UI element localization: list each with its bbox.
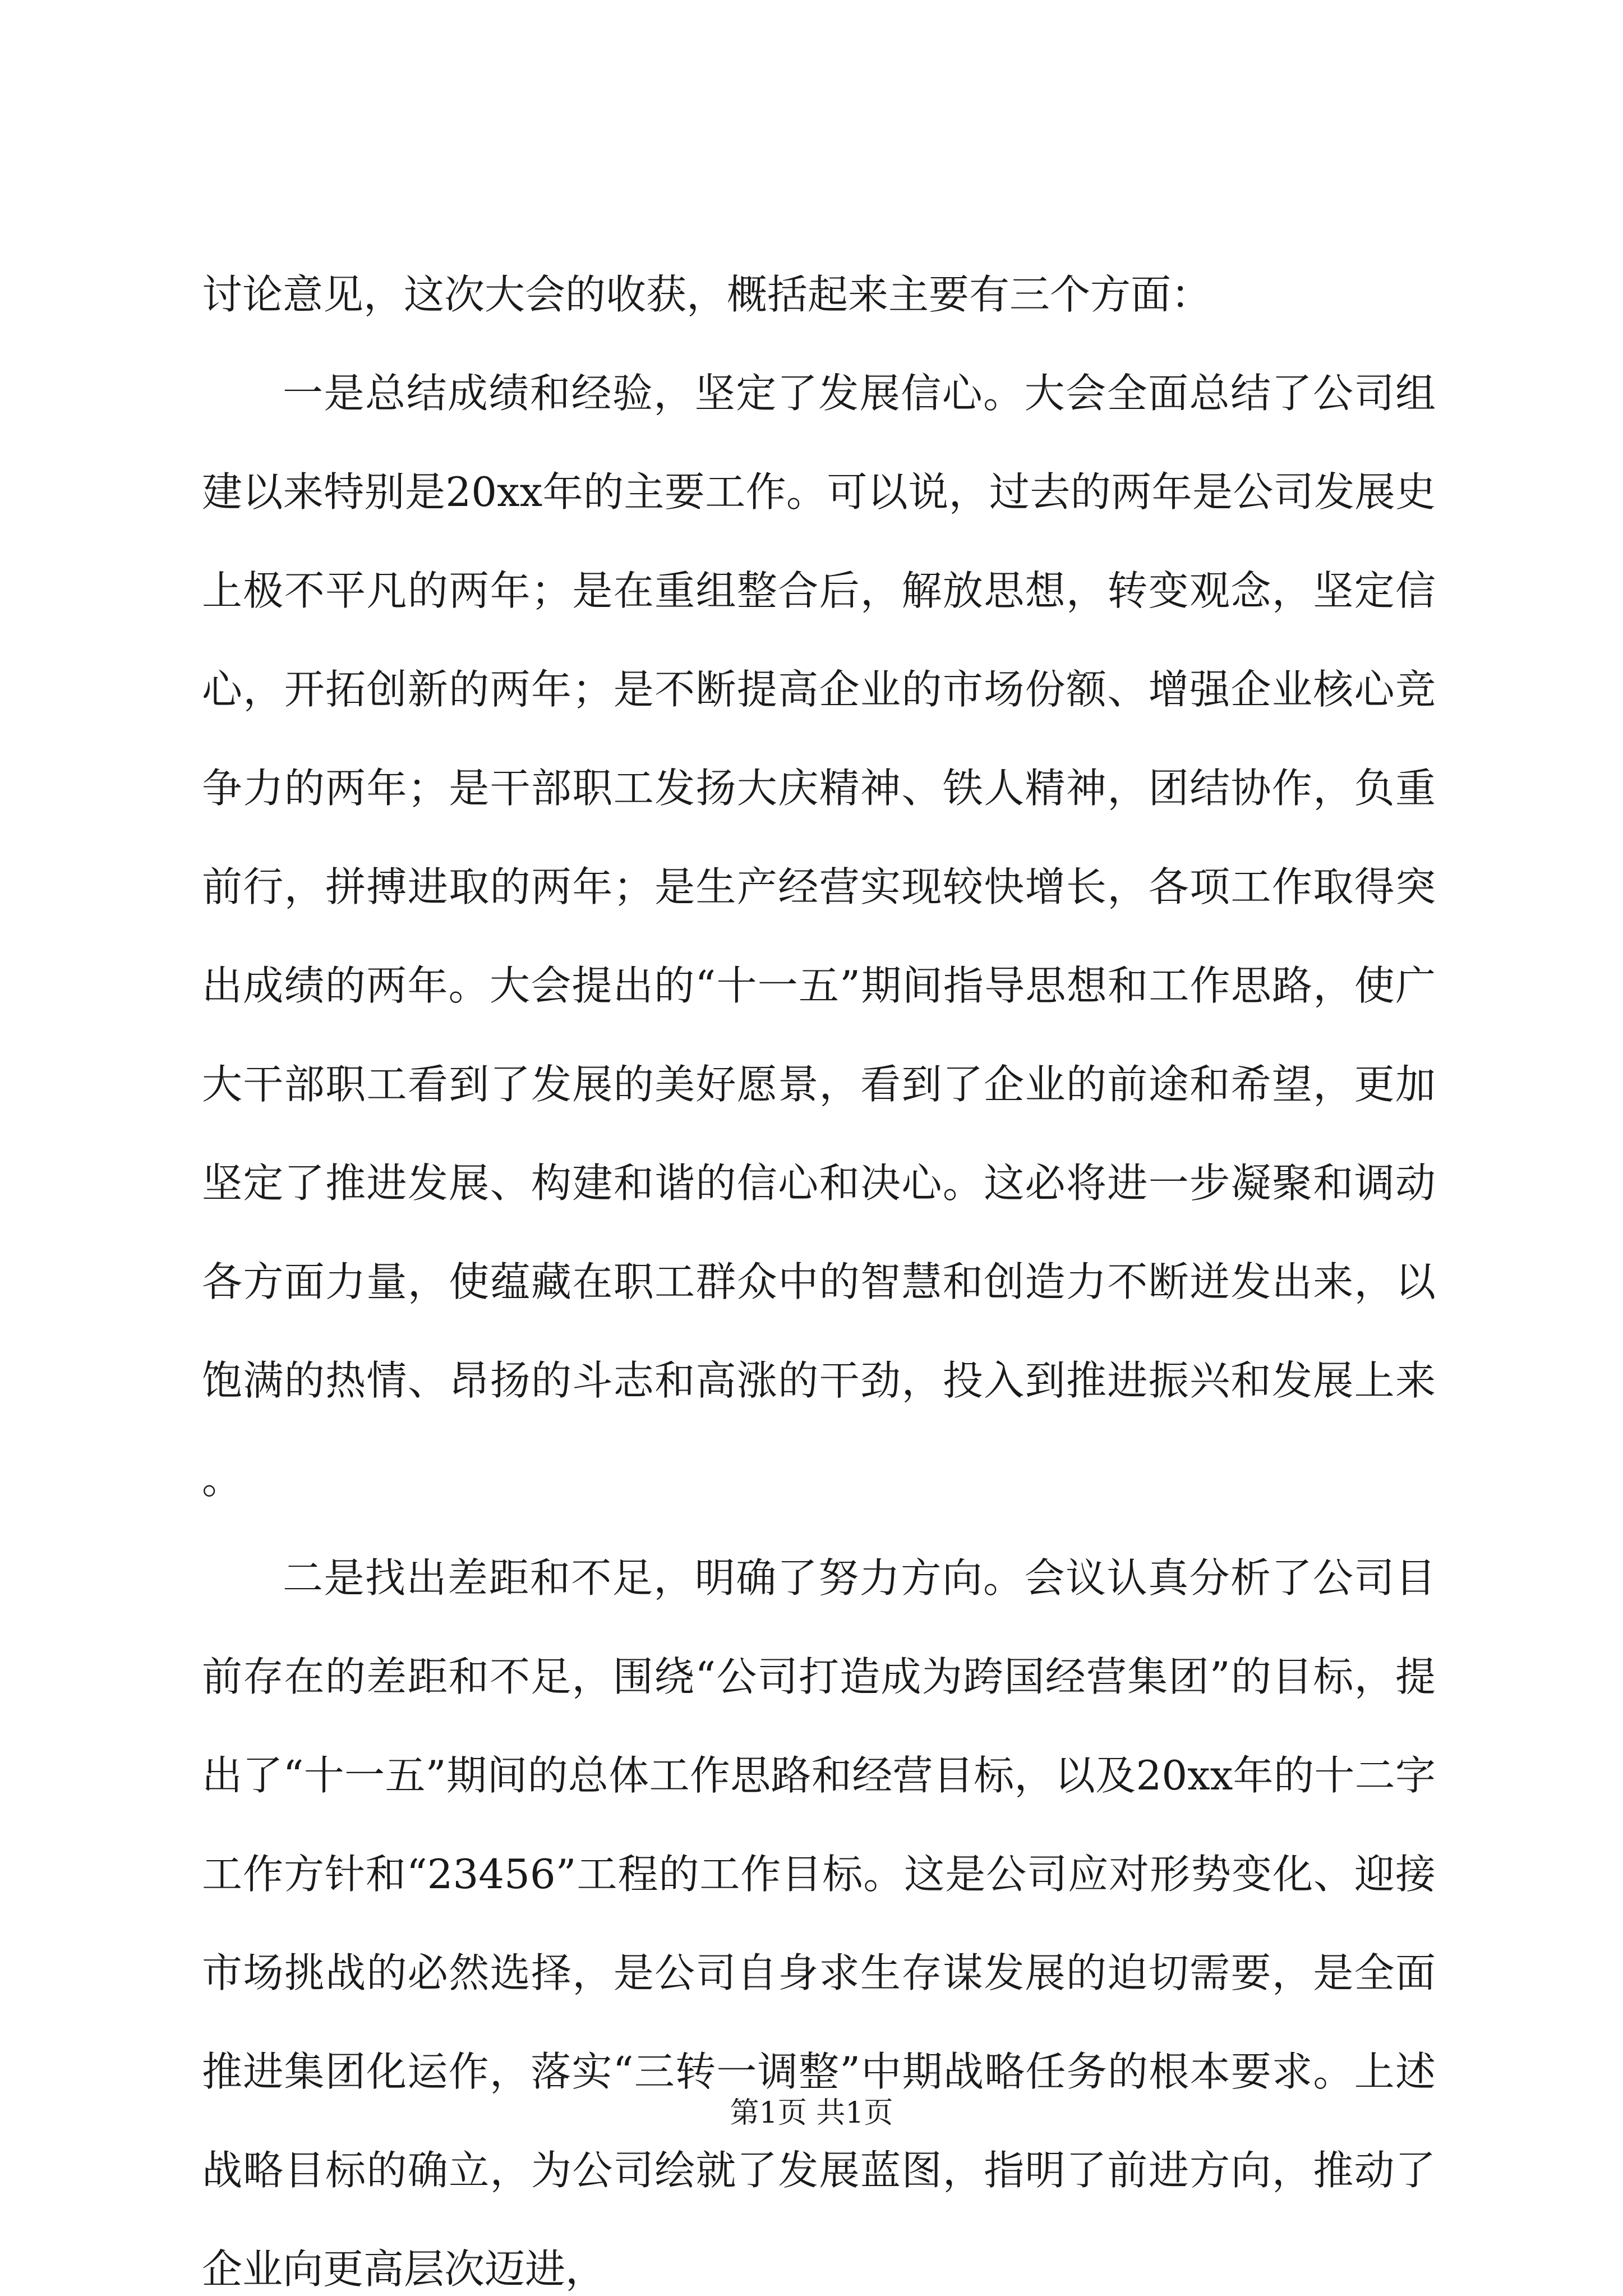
- paragraph-achievements: 一是总结成绩和经验，坚定了发展信心。大会全面总结了公司组建以来特别是20xx年的主要工作。可以说，过去的两年是公司发展史上极不平凡的两年；是在重组整合后，解放思想，转变观念，坚定信心，开拓创新的两年；是不断提高企业的市场份额、增强企业核心竞争力的两年；是干部职工发扬大庆精神、铁人精神，团结协作，负重前行，拼搏进取的两年；是生产经营实现较快增长，各项工作取得突出成绩的两年。大会提出的“十一五”期间指导思想和工作思路，使广大干部职工看到了发展的美好愿景，看到了企业的前途和希望，更加坚定了推进发展、构建和谐的信心和决心。这必将进一步凝聚和调动各方面力量，使蕴藏在职工群众中的智慧和创造力不断迸发出来，以饱满的热情、昂扬的斗志和高涨的干劲，投入到推进振兴和发展上来。: [202, 370, 1436, 1503]
- page-footer: 第1页 共1页: [730, 2096, 893, 2130]
- paragraph-continuation: 讨论意见，这次大会的收获，概括起来主要有三个方面：: [202, 271, 1212, 318]
- document-body: [202, 245, 1436, 2296]
- paragraph-gaps: 二是找出差距和不足，明确了努力方向。会议认真分析了公司目前存在的差距和不足，围绕“公司打造成为跨国经营集团”的目标，提出了“十一五”期间的总体工作思路和经营目标，以及20xx年的十二字工作方针和“23456”工程的工作目标。这是公司应对形势变化、迎接市场挑战的必然选择，是公司自身求生存谋发展的迫切需要，是全面推进集团化运作，落实“三转一调整”中期战略任务的根本要求。上述战略目标的确立，为公司绘就了发展蓝图，指明了前进方向，推动了企业向更高层次迈进，: [202, 1554, 1436, 2293]
